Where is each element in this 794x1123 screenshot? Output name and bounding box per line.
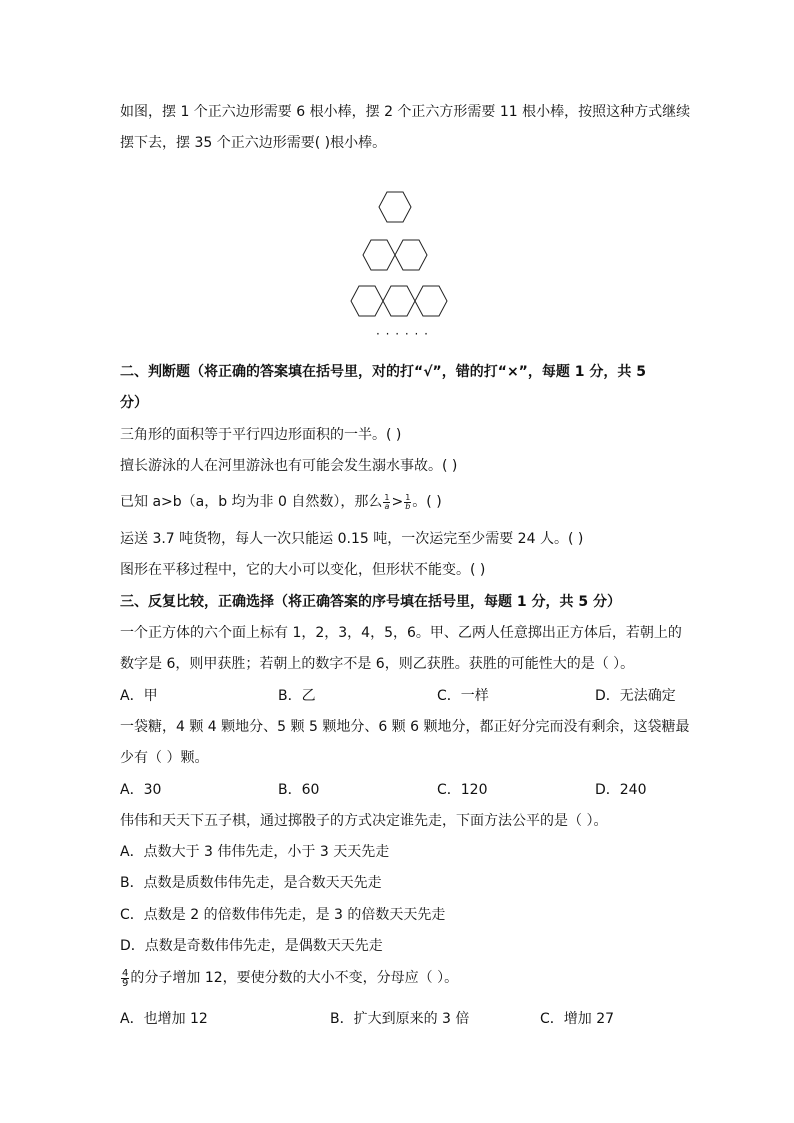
hexagon-row3-c bbox=[415, 286, 447, 316]
fraction-denominator: 9 bbox=[122, 977, 129, 989]
judge-item-3 bbox=[120, 492, 442, 512]
q2-option-a: A．30 bbox=[120, 782, 162, 798]
hexagon-figure bbox=[340, 185, 450, 344]
question-hexagon-line2: 摆下去，摆 35 个正六边形需要( )根小棒。 bbox=[120, 135, 387, 151]
fraction-1-over-a bbox=[383, 494, 390, 511]
q3-option-a: A．点数大于 3 伟伟先走，小于 3 天天先走 bbox=[120, 844, 390, 860]
judge-item-3-prefix: 已知 a>b（a，b 均为非 0 自然数），那么 bbox=[120, 494, 383, 510]
judge-item-1: 三角形的面积等于平行四边形面积的一半。( ) bbox=[120, 427, 402, 443]
fraction-numerator: 4 bbox=[122, 967, 129, 979]
section2-heading-line2: 分） bbox=[120, 395, 148, 411]
fraction-numerator: 1 bbox=[384, 492, 390, 502]
fraction-denominator: a bbox=[384, 501, 390, 511]
q2-option-d: D．240 bbox=[595, 782, 647, 798]
fraction-numerator: 1 bbox=[405, 492, 411, 502]
q2-option-b: B．60 bbox=[278, 782, 320, 798]
q1-option-c: C．一样 bbox=[437, 688, 489, 704]
hexagon-row3-b bbox=[383, 286, 415, 316]
q4-option-c: C．增加 27 bbox=[540, 1011, 615, 1027]
choice-q1-line1: 一个正方体的六个面上标有 1，2，3，4，5，6。甲、乙两人任意掷出正方体后，若朝上的 bbox=[120, 625, 682, 641]
fraction-4-over-9 bbox=[121, 969, 129, 988]
section3-heading: 三、反复比较，正确选择（将正确答案的序号填在括号里，每题 1 分，共 5 分） bbox=[120, 594, 621, 610]
choice-q3-stem: 伟伟和天天下五子棋，通过掷骰子的方式决定谁先走，下面方法公平的是（ ）。 bbox=[120, 813, 608, 829]
q3-option-c: C．点数是 2 的倍数伟伟先走，是 3 的倍数天天先走 bbox=[120, 907, 446, 923]
greater-than-sign: > bbox=[391, 494, 404, 510]
q4-stem-text: 的分子增加 12，要使分数的大小不变，分母应（ ）。 bbox=[130, 970, 459, 986]
choice-q2-line1: 一袋糖，4 颗 4 颗地分、5 颗 5 颗地分、6 颗 6 颗地分，都正好分完而没有剩余，这袋糖最 bbox=[120, 719, 690, 735]
judge-item-4: 运送 3.7 吨货物，每人一次只能运 0.15 吨，一次运完至少需要 24 人。( ) bbox=[120, 531, 584, 547]
q1-option-b: B．乙 bbox=[278, 688, 316, 704]
choice-q1-line2: 数字是 6，则甲获胜；若朝上的数字不是 6，则乙获胜。获胜的可能性大的是（ ）。 bbox=[120, 656, 635, 672]
hexagon-row3-a bbox=[351, 286, 383, 316]
hexagon-diagram bbox=[340, 185, 450, 340]
ellipsis-dots: · · · · · · bbox=[376, 327, 429, 341]
q1-option-d: D．无法确定 bbox=[595, 688, 676, 704]
q3-option-d: D．点数是奇数伟伟先走，是偶数天天先走 bbox=[120, 938, 383, 954]
q3-option-b: B．点数是质数伟伟先走，是合数天天先走 bbox=[120, 875, 382, 891]
section2-heading-line1: 二、判断题（将正确的答案填在括号里，对的打“√”，错的打“×”，每题 1 分，共 5 bbox=[120, 364, 646, 380]
hexagon-row1 bbox=[379, 192, 411, 222]
choice-q2-line2: 少有（ ）颗。 bbox=[120, 750, 209, 766]
q4-option-b: B．扩大到原来的 3 倍 bbox=[330, 1011, 470, 1027]
fraction-denominator: b bbox=[405, 501, 411, 511]
hexagon-row2-a bbox=[363, 240, 395, 270]
hexagon-row2-b bbox=[395, 240, 427, 270]
q4-option-a: A．也增加 12 bbox=[120, 1011, 208, 1027]
fraction-1-over-b bbox=[404, 494, 411, 511]
question-hexagon-line1: 如图，摆 1 个正六边形需要 6 根小棒，摆 2 个正六方形需要 11 根小棒，按照这种方式继续 bbox=[120, 104, 691, 120]
judge-item-3-suffix: 。( ) bbox=[412, 494, 442, 510]
q1-option-a: A．甲 bbox=[120, 688, 158, 704]
q2-option-c: C．120 bbox=[437, 782, 488, 798]
choice-q4-stem bbox=[120, 968, 458, 988]
judge-item-2: 擅长游泳的人在河里游泳也有可能会发生溺水事故。( ) bbox=[120, 458, 458, 474]
judge-item-5: 图形在平移过程中，它的大小可以变化，但形状不能变。( ) bbox=[120, 562, 486, 578]
